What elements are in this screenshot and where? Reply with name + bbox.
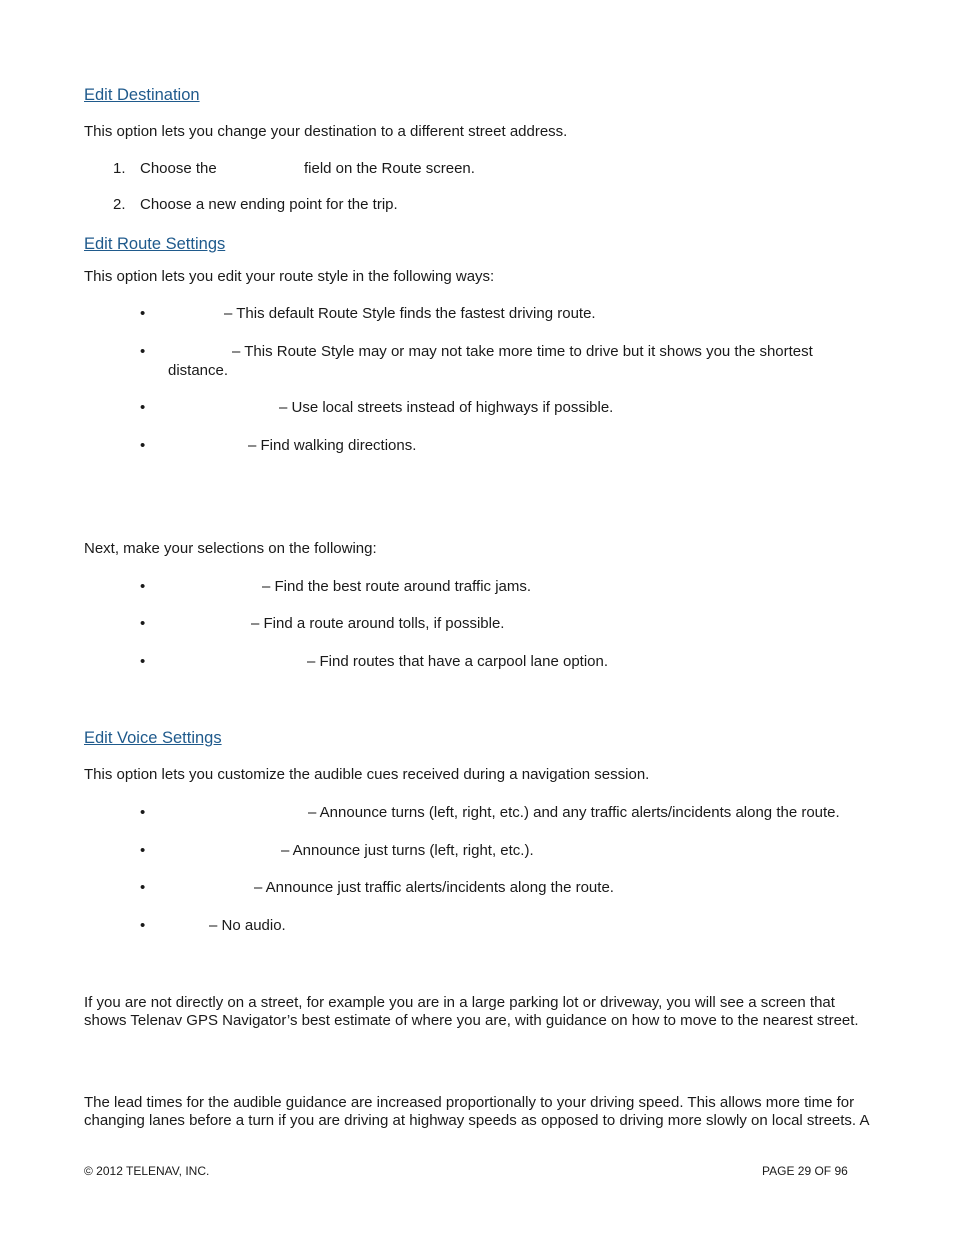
step-2-text: Choose a new ending point for the trip. [140,196,398,213]
bullet-glyph: • [140,615,146,632]
bullet-glyph: • [140,399,146,416]
edit-voice-settings-intro: This option lets you customize the audible cues received during a navigation session. [84,766,650,783]
footer-page-number: PAGE 29 OF 96 [762,1164,848,1178]
heading-edit-destination: Edit Destination [84,86,200,104]
option-carpool: – Find routes that have a carpool lane option. [307,653,609,670]
heading-edit-route-settings: Edit Route Settings [84,235,226,253]
voice-turns-only: – Announce just turns (left, right, etc.). [281,842,534,859]
bullet-glyph: • [140,343,146,360]
route-style-walking: – Find walking directions. [248,437,417,454]
option-tolls: – Find a route around tolls, if possible. [251,615,505,632]
route-style-local: – Use local streets instead of highways if possible. [279,399,614,416]
paragraph-lead-times-line-2: changing lanes before a turn if you are driving at highway speeds as opposed to driving more slowly on local streets. A [84,1112,870,1129]
route-style-shortest: – This Route Style may or may not take more time to drive but it shows you the shortest [232,343,813,360]
voice-none: – No audio. [209,917,286,934]
voice-turns-and-traffic: – Announce turns (left, right, etc.) and any traffic alerts/incidents along the route. [308,804,840,821]
step-1-pre: Choose the [140,160,217,177]
option-traffic: – Find the best route around traffic jams. [262,578,532,595]
step-1-post: field on the Route screen. [304,160,475,177]
edit-route-settings-intro: This option lets you edit your route style in the following ways: [84,268,495,285]
voice-traffic-only: – Announce just traffic alerts/incidents along the route. [254,879,614,896]
bullet-glyph: • [140,578,146,595]
next-selections-intro: Next, make your selections on the following: [84,540,377,557]
bullet-glyph: • [140,917,146,934]
bullet-glyph: • [140,879,146,896]
bullet-glyph: • [140,653,146,670]
edit-destination-intro: This option lets you change your destination to a different street address. [84,123,568,140]
route-style-shortest-cont: distance. [168,362,229,379]
bullet-glyph: • [140,842,146,859]
paragraph-off-street: If you are not directly on a street, for example you are in a large parking lot or driveway, you will see a screen that shows Telenav GPS Navigator’s best estimate of where you are, with guidance on how to move to the nearest street. [84,994,859,1029]
bullet-glyph: • [140,437,146,454]
heading-edit-voice-settings: Edit Voice Settings [84,729,222,747]
bullet-glyph: • [140,804,146,821]
route-style-fastest: – This default Route Style finds the fastest driving route. [224,305,596,322]
bullet-glyph: • [140,305,146,322]
paragraph-lead-times-line-1: The lead times for the audible guidance are increased proportionally to your driving speed. This allows more time for [84,1094,855,1111]
step-number: 1. [113,160,126,177]
footer-copyright: © 2012 TELENAV, INC. [84,1164,210,1178]
step-number: 2. [113,196,126,213]
